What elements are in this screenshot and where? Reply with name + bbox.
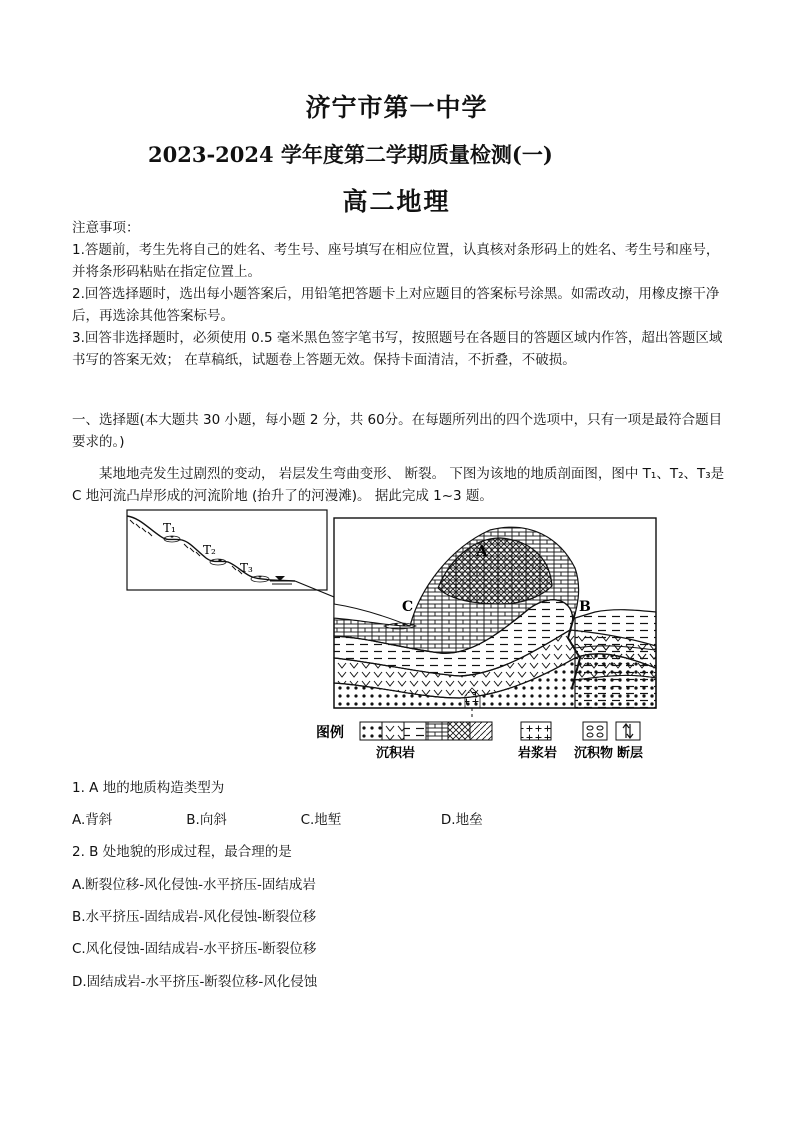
legend bbox=[316, 722, 643, 761]
legend-title: 图例 bbox=[316, 725, 344, 741]
cross-section bbox=[334, 518, 656, 718]
option-c[interactable]: C.地堑 bbox=[300, 812, 342, 828]
school-title: 济宁市第一中学 bbox=[305, 93, 488, 122]
section-heading: 一、选择题(本大题共 30 小题，每小题 2 分，共 60分。在每题所列出的四个选项中，只有一项是最符合题目要求的。) bbox=[72, 412, 723, 450]
question-1-stem: 1. A 地的地质构造类型为 bbox=[72, 780, 225, 796]
notice-title: 注意事项： bbox=[72, 220, 140, 236]
terrace-inset bbox=[127, 510, 327, 590]
option-b[interactable]: B.向斜 bbox=[186, 812, 227, 828]
legend-label-fault: 断层 bbox=[617, 746, 644, 761]
option-a[interactable]: A.断裂位移-风化侵蚀-水平挤压-固结成岩 bbox=[72, 877, 316, 893]
terrace-label-t3: T₃ bbox=[240, 561, 253, 575]
option-a[interactable]: A.背斜 bbox=[72, 812, 113, 828]
question-2-stem: 2. B 处地貌的形成过程，最合理的是 bbox=[72, 844, 292, 860]
legend-label-igneous: 岩浆岩 bbox=[518, 746, 558, 761]
legend-label-sediment: 沉积物 bbox=[574, 746, 614, 761]
option-d[interactable]: D.固结成岩-水平挤压-断裂位移-风化侵蚀 bbox=[72, 974, 318, 990]
point-label-c: C bbox=[402, 599, 414, 615]
option-b[interactable]: B.水平挤压-固结成岩-风化侵蚀-断裂位移 bbox=[72, 909, 317, 925]
subject-title: 高二地理 bbox=[342, 187, 451, 216]
terrace-label-t2: T₂ bbox=[203, 543, 216, 557]
exam-title: 2023-2024 学年度第二学期质量检测(一) bbox=[148, 142, 553, 167]
question-1-options bbox=[72, 808, 732, 828]
notice-item: 2.回答选择题时，选出每小题答案后，用铅笔把答题卡上对应题目的答案标号涂黑。如需改动，用橡皮擦干净后，再选涂其他答案标号。 bbox=[72, 286, 720, 324]
notice-block bbox=[72, 217, 732, 371]
geologic-section-figure bbox=[120, 508, 665, 763]
terrace-label-t1: T₁ bbox=[163, 521, 176, 535]
notice-item: 1.答题前，考生先将自己的姓名、考生号、座号填写在相应位置，认真核对条形码上的姓名、考生号和座号，并将条形码粘贴在指定位置上。 bbox=[72, 242, 720, 280]
point-label-a: A bbox=[476, 542, 488, 560]
point-label-b: B bbox=[579, 599, 591, 615]
notice-item: 3.回答非选择题时，必须使用 0.5 毫米黑色签字笔书写，按照题号在各题目的答题区域内作答，超出答题区域书写的答案无效； 在草稿纸，试题卷上答题无效。保持卡面清洁，不折叠，不破损。 bbox=[72, 330, 723, 368]
legend-label-sedimentary: 沉积岩 bbox=[376, 746, 416, 761]
question-intro: 某地地壳发生过剧烈的变动， 岩层发生弯曲变形、 断裂。 下图为该地的地质剖面图，图中 T₁、T₂、T₃是 C 地河流凸岸形成的河流阶地 (抬升了的河漫滩)。 据此完成 1~3 题。 bbox=[72, 466, 725, 504]
option-c[interactable]: C.风化侵蚀-固结成岩-水平挤压-断裂位移 bbox=[72, 941, 317, 957]
option-d[interactable]: D.地垒 bbox=[440, 812, 483, 828]
